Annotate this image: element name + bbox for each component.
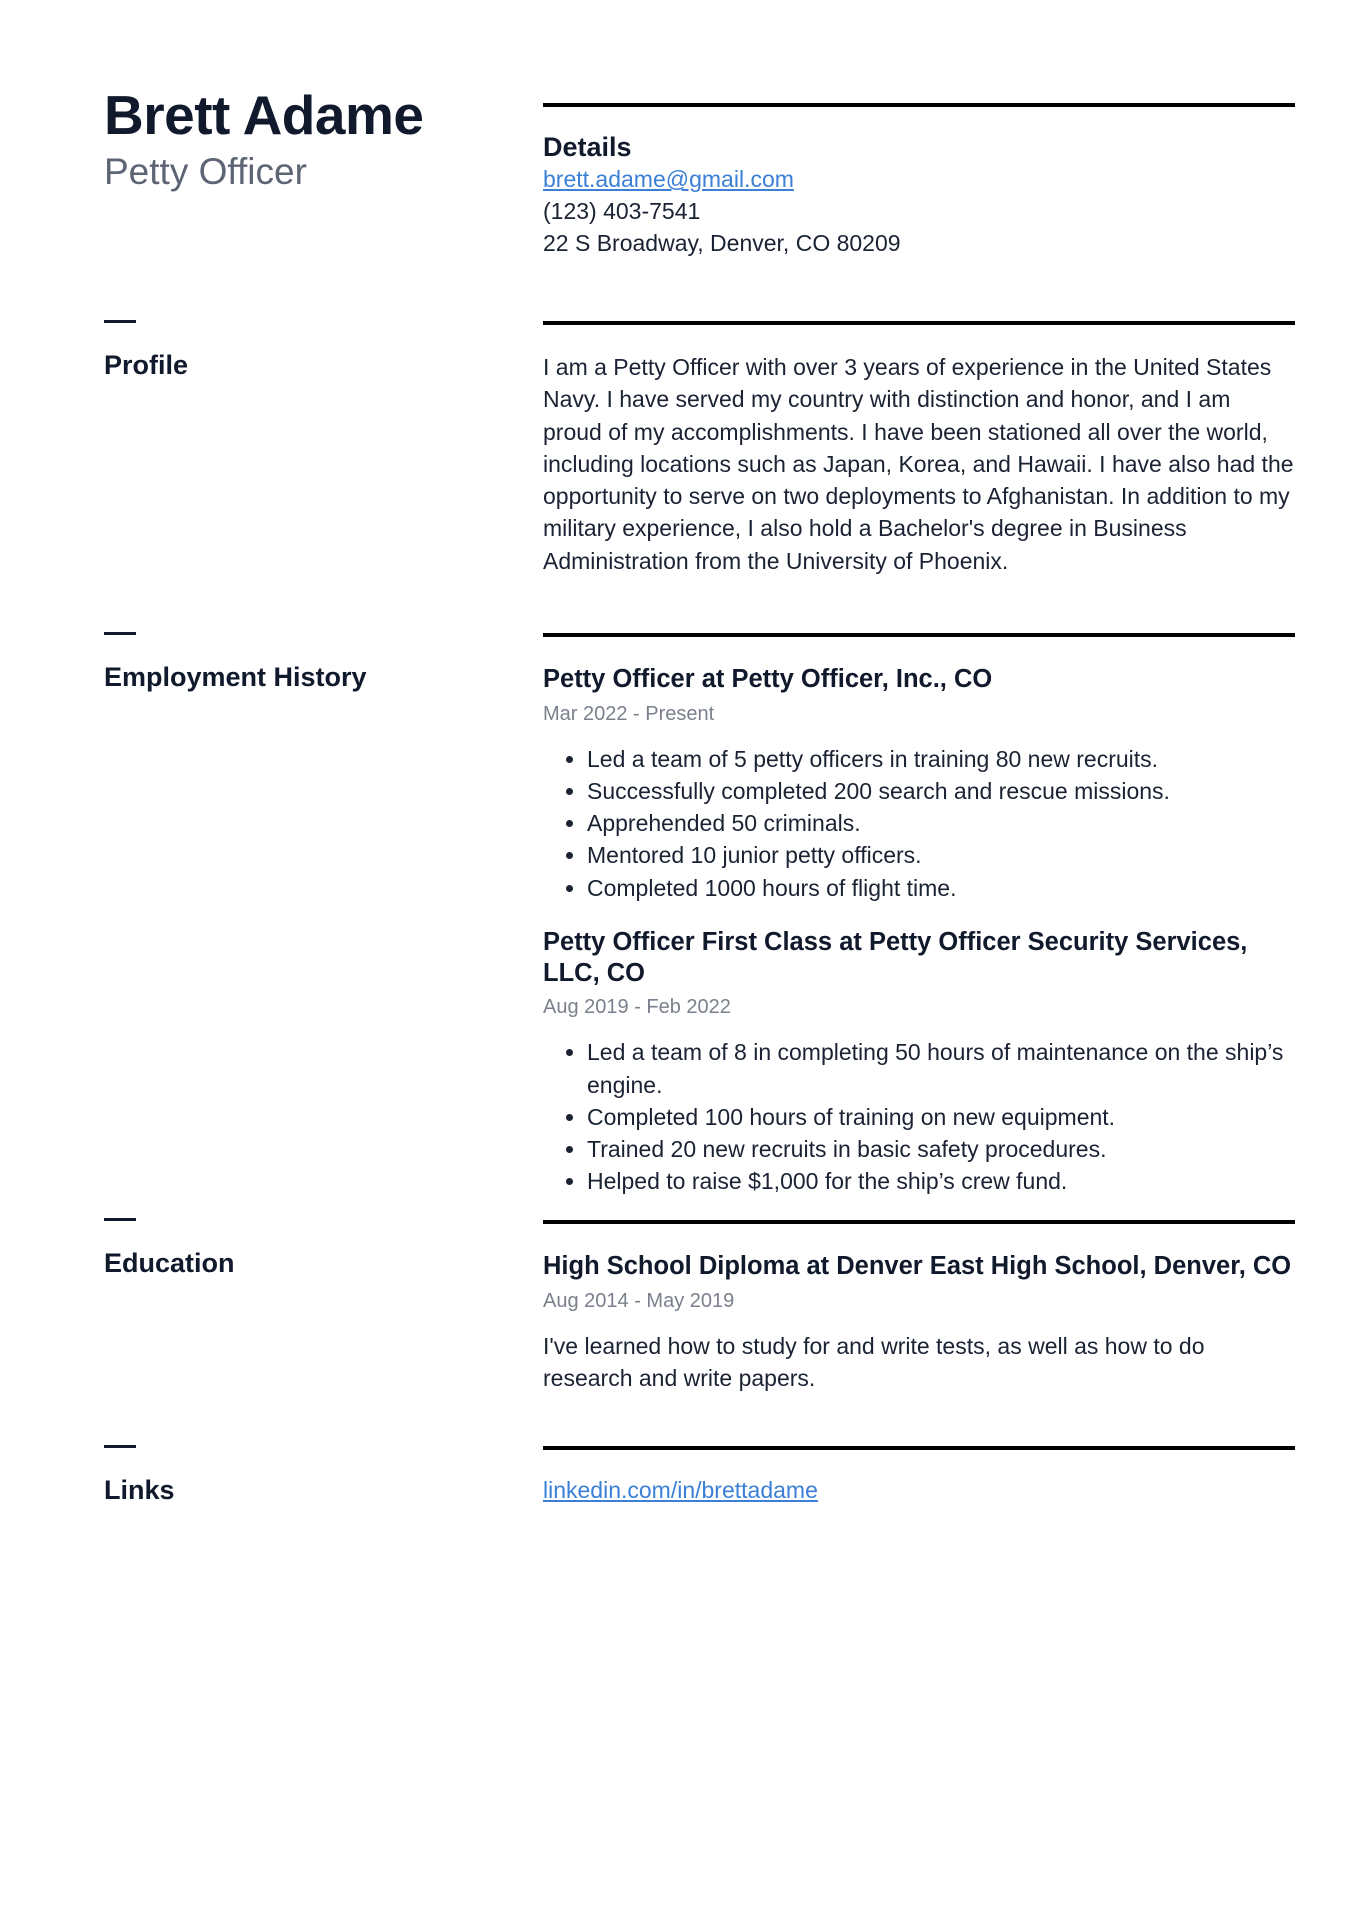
- education-dates: Aug 2014 - May 2019: [543, 1289, 735, 1312]
- list-item: • Completed 100 hours of training on new equipment.: [587, 1101, 1295, 1133]
- employment-heading: [104, 632, 504, 693]
- education-title: High School Diploma at Denver East High School, Denver, CO: [543, 1252, 1292, 1280]
- section-divider: [543, 321, 1295, 325]
- resume-header: [104, 82, 504, 194]
- job-dates: Aug 2019 - Feb 2022: [543, 996, 731, 1019]
- section-divider: [543, 103, 1295, 107]
- profile-section: [543, 321, 1295, 577]
- links-heading: [104, 1445, 504, 1506]
- list-item: • Apprehended 50 criminals.: [587, 807, 1295, 839]
- candidate-role: Petty Officer: [104, 151, 307, 192]
- profile-heading: [104, 320, 504, 381]
- links-label: Links: [104, 1475, 175, 1505]
- job-dates: Mar 2022 - Present: [543, 702, 715, 725]
- details-title: Details: [543, 132, 632, 162]
- list-item: • Helped to raise $1,000 for the ship’s crew fund.: [587, 1165, 1295, 1197]
- section-divider: [543, 1220, 1295, 1224]
- job-entry: [543, 927, 1295, 1198]
- section-divider: [543, 633, 1295, 637]
- list-item: • Successfully completed 200 search and rescue missions.: [587, 775, 1295, 807]
- list-item: • Mentored 10 junior petty officers.: [587, 839, 1295, 871]
- section-divider: [543, 1446, 1295, 1450]
- phone-number: (123) 403-7541: [543, 198, 701, 225]
- details-section: [543, 103, 1295, 259]
- education-entry: [543, 1251, 1295, 1394]
- heading-dash: [104, 320, 136, 323]
- list-item: • Led a team of 5 petty officers in training 80 new recruits.: [587, 743, 1295, 775]
- education-text: I've learned how to study for and write tests, as well as how to do research and write papers.: [543, 1332, 1205, 1391]
- address: 22 S Broadway, Denver, CO 80209: [543, 230, 901, 257]
- candidate-name: Brett Adame: [104, 84, 424, 146]
- job-bullets: [543, 1036, 1295, 1197]
- education-label: Education: [104, 1248, 235, 1278]
- list-item: • Led a team of 8 in completing 50 hours of maintenance on the ship’s engine.: [587, 1036, 1295, 1101]
- employment-section: [543, 633, 1295, 1198]
- list-item: • Completed 1000 hours of flight time.: [587, 872, 1295, 904]
- job-bullets: [543, 743, 1295, 904]
- profile-label: Profile: [104, 350, 189, 380]
- linkedin-link[interactable]: linkedin.com/in/brettadame: [543, 1477, 818, 1503]
- job-title: Petty Officer First Class at Petty Officer Security Services, LLC, CO: [543, 928, 1248, 987]
- heading-dash: [104, 632, 136, 635]
- employment-label: Employment History: [104, 662, 367, 692]
- job-title: Petty Officer at Petty Officer, Inc., CO: [543, 665, 993, 693]
- list-item: • Trained 20 new recruits in basic safety procedures.: [587, 1133, 1295, 1165]
- education-heading: [104, 1218, 504, 1279]
- job-entry: [543, 664, 1295, 904]
- education-section: [543, 1220, 1295, 1394]
- heading-dash: [104, 1445, 136, 1448]
- email-link[interactable]: brett.adame@gmail.com: [543, 166, 794, 193]
- heading-dash: [104, 1218, 136, 1221]
- links-section: [543, 1446, 1295, 1506]
- profile-text: I am a Petty Officer with over 3 years of experience in the United States Navy. I have served my country with distinction and honor, and I am proud of my accomplishments. I have been stationed all over the world, including locations such as Japan, Korea, and Hawaii. I have also had the opportunity to serve on two deployments to Afghanistan. In addition to my military experience, I also hold a Bachelor's degree in Business Administration from the University of Phoenix.: [543, 354, 1294, 574]
